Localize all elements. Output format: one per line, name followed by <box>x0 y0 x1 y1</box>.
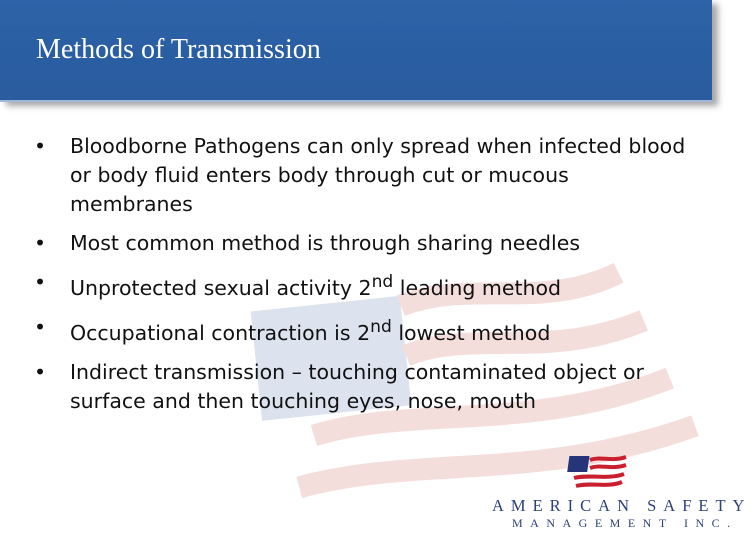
bullet-text: Bloodborne Pathogens can only spread when infected blood or body fluid enters body through cut or mucous membranes <box>70 134 686 216</box>
bullet-item <box>34 358 694 416</box>
bullet-text: Indirect transmission – touching contaminated object or surface and then touching eyes, nose, mouth <box>70 359 644 413</box>
logo-company-name: AMERICAN SAFETY <box>492 496 751 515</box>
us-flag-icon <box>568 452 628 492</box>
bullet-text-before: Unprotected sexual activity 2 <box>70 275 372 300</box>
bullet-list <box>34 132 694 426</box>
bullet-text-after: leading method <box>393 275 562 300</box>
bullet-dot: • <box>34 359 47 384</box>
bullet-item <box>34 268 694 303</box>
bullet-superscript: nd <box>371 272 394 292</box>
bullet-text-before: Occupational contraction is 2 <box>70 320 371 345</box>
bullet-item <box>34 313 694 348</box>
bullet-dot: • <box>34 134 47 158</box>
bullet-dot: • <box>34 231 47 255</box>
slide-title: Methods of Transmission <box>36 34 321 65</box>
bullet-item <box>34 229 694 258</box>
bullet-dot: • <box>34 270 47 294</box>
bullet-text: Most common method is through sharing needles <box>70 231 581 255</box>
title-bar <box>0 0 712 102</box>
logo-company-subtitle: MANAGEMENT INC. <box>512 516 738 530</box>
bullet-item <box>34 132 694 219</box>
bullet-dot: • <box>34 314 47 339</box>
company-logo <box>490 452 751 536</box>
bullet-superscript: nd <box>370 316 392 337</box>
bullet-text-after: lowest method <box>391 320 551 345</box>
